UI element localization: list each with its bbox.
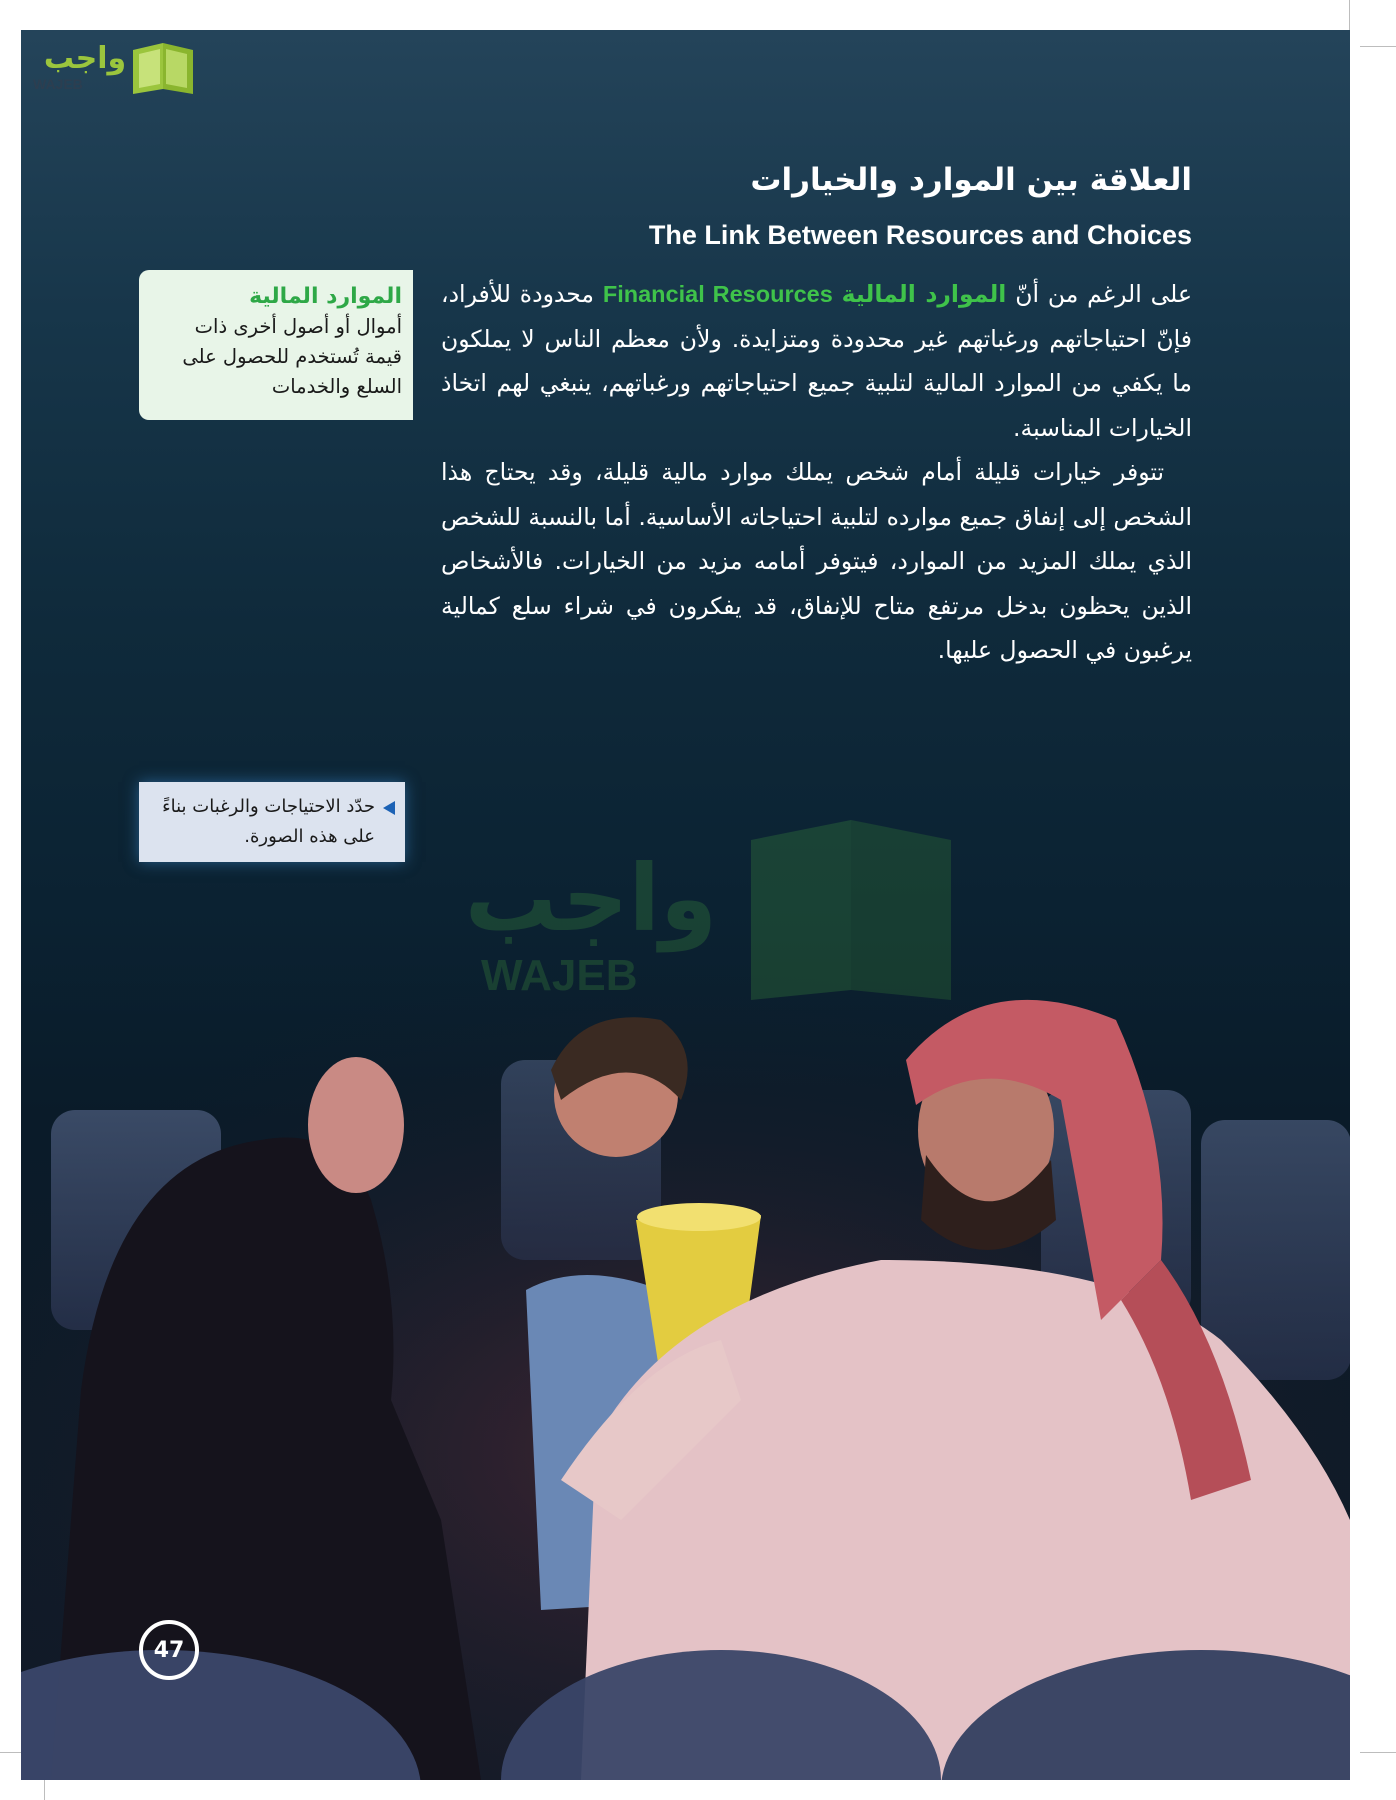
highlighted-term-en: Financial Resources	[602, 281, 833, 307]
page-number: 47	[139, 1620, 199, 1680]
crop-mark	[1360, 46, 1396, 47]
body-text	[441, 272, 1192, 673]
highlighted-term-ar: الموارد المالية	[841, 280, 1007, 308]
crop-mark	[1360, 1752, 1396, 1753]
paragraph: على الرغم من أنّ الموارد المالية Financial Resources محدودة للأفراد، فإنّ احتياجاتهم ورغباتهم غير محدودة ومتزايدة. ولأن معظم الناس لا يملكون ما يكفي من الموارد المالية لتلبية جميع احتياجاتهم ورغباتهم، ينبغي لهم اتخاذ الخيارات المناسبة.	[441, 280, 1192, 442]
section-title-ar: العلاقة بين الموارد والخيارات	[750, 162, 1192, 198]
svg-text:واجب: واجب	[43, 41, 127, 76]
triangle-pointer-icon	[383, 801, 395, 815]
svg-text:WAJEB: WAJEB	[33, 76, 83, 92]
section-title-en: The Link Between Resources and Choices	[648, 220, 1192, 250]
svg-text:واجب: واجب	[464, 845, 718, 952]
textbook-page	[21, 30, 1350, 1780]
glossary-definition: أموال أو أصول أخرى ذات قيمة تُستخدم للحصول على السلع والخدمات	[182, 315, 402, 398]
family-cinema-photo	[21, 960, 1350, 1780]
photo-caption	[139, 782, 405, 862]
caption-text: حدّد الاحتياجات والرغبات بناءً على هذه الصورة.	[162, 796, 375, 847]
paragraph: تتوفر خيارات قليلة أمام شخص يملك موارد مالية قليلة، وقد يحتاج هذا الشخص إلى إنفاق جميع موارده لتلبية احتياجاته الأساسية. أما بالنسبة للشخص الذي يملك المزيد من الموارد، فيتوفر أمامه مزيد من الخيارات. فالأشخاص الذين يحظون بدخل مرتفع متاح للإنفاق، قد يفكرون في شراء سلع كمالية يرغبون في الحصول عليها.	[441, 458, 1192, 664]
glossary-box	[139, 270, 413, 420]
wajeb-logo	[27, 34, 213, 98]
glossary-term: الموارد المالية	[249, 284, 402, 309]
